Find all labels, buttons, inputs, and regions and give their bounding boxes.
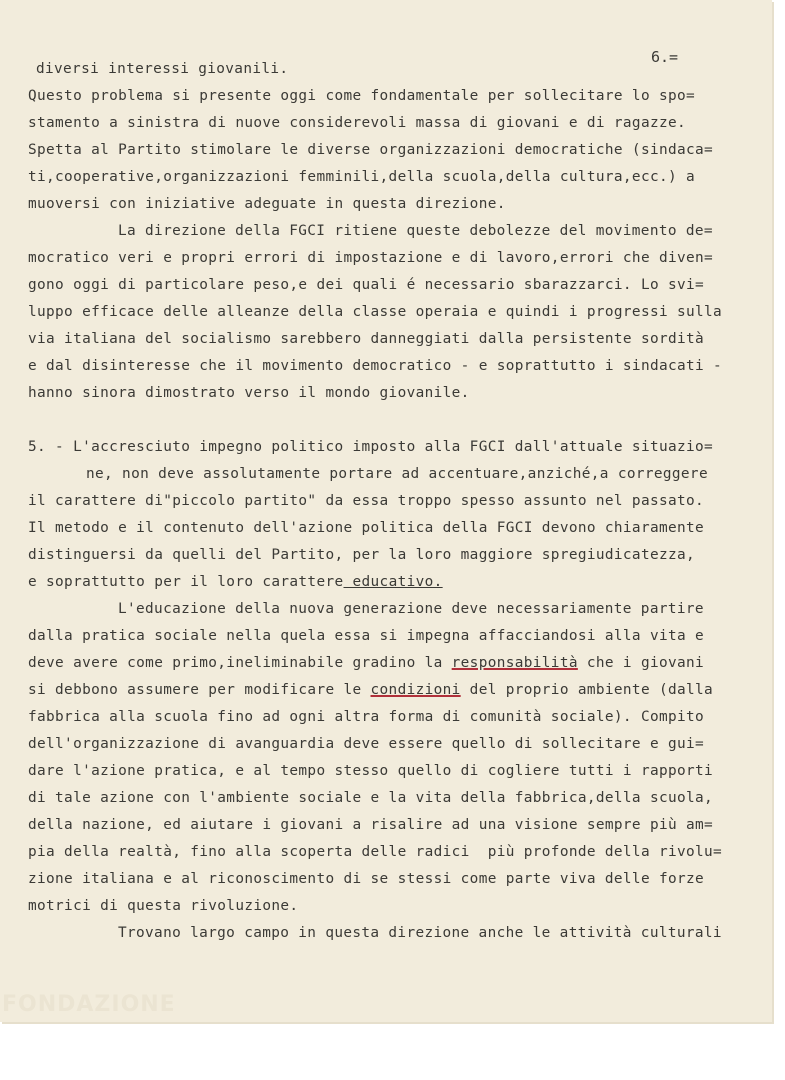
text-line: il carattere di"piccolo partito" da essa troppo spesso assunto nel passato. — [28, 493, 705, 509]
text-line: zione italiana e al riconoscimento di se stessi come parte viva delle forze — [28, 871, 705, 887]
text-line — [28, 681, 713, 699]
text-line: hanno sinora dimostrato verso il mondo giovanile. — [28, 385, 470, 401]
text-line: motrici di questa rivoluzione. — [28, 898, 299, 914]
section-5-heading-line: 5. - L'accresciuto impegno politico imposto alla FGCI dall'attuale situazio= — [28, 439, 714, 455]
underlined-word-educativo: educativo. — [343, 574, 443, 590]
watermark: FONDAZIONE — [2, 992, 176, 1017]
page-number: 6.= — [651, 48, 679, 66]
text-segment: deve avere come primo,ineliminabile gradino la — [28, 655, 443, 671]
text-line — [28, 654, 704, 672]
text-line: mocratico veri e propri errori di impostazione e di lavoro,errori che diven= — [28, 250, 714, 266]
text-line: muoversi con iniziative adeguate in questa direzione. — [28, 196, 506, 212]
text-line: ti,cooperative,organizzazioni femminili,della scuola,della cultura,ecc.) a — [28, 169, 696, 185]
text-line — [28, 573, 443, 591]
text-line: L'educazione della nuova generazione deve necessariamente partire — [118, 601, 704, 617]
underlined-word-responsabilita: responsabilità — [451, 655, 578, 671]
text-segment: si debbono assumere per modificare le — [28, 682, 362, 698]
text-line: distinguersi da quelli del Partito, per la loro maggiore spregiudicatezza, — [28, 547, 696, 563]
text-line: dell'organizzazione di avanguardia deve essere quello di sollecitare e gui= — [28, 736, 705, 752]
text-segment: e soprattutto per il loro carattere — [28, 574, 344, 590]
text-line: di tale azione con l'ambiente sociale e la vita della fabbrica,della scuola, — [28, 790, 714, 806]
text-line: Questo problema si presente oggi come fondamentale per sollecitare lo spo= — [28, 88, 696, 104]
text-line: dalla pratica sociale nella quela essa si impegna affacciandosi alla vita e — [28, 628, 705, 644]
text-line: pia della realtà, fino alla scoperta delle radici più profonde della rivolu= — [28, 844, 723, 860]
text-segment: che i giovani — [577, 655, 705, 671]
text-line: diversi interessi giovanili. — [36, 61, 289, 77]
text-line: Il metodo e il contenuto dell'azione politica della FGCI devono chiaramente — [28, 520, 705, 536]
text-line: luppo efficace delle alleanze della classe operaia e quindi i progressi sulla — [28, 304, 723, 320]
text-line: ne, non deve assolutamente portare ad accentuare,anziché,a correggere — [86, 466, 708, 482]
text-line: stamento a sinistra di nuove considerevoli massa di giovani e di ragazze. — [28, 115, 687, 131]
text-line: della nazione, ed aiutare i giovani a risalire ad una visione sempre più am= — [28, 817, 714, 833]
text-line: Trovano largo campo in questa direzione anche le attività culturali — [118, 925, 722, 941]
underlined-word-condizioni: condizioni — [370, 682, 461, 698]
text-line: La direzione della FGCI ritiene queste debolezze del movimento de= — [118, 223, 713, 239]
text-line: dare l'azione pratica, e al tempo stesso quello di cogliere tutti i rapporti — [28, 763, 714, 779]
text-line: gono oggi di particolare peso,e dei quali é necessario sbarazzarci. Lo svi= — [28, 277, 705, 293]
text-line: Spetta al Partito stimolare le diverse organizzazioni democratiche (sindaca= — [28, 142, 714, 158]
text-line: fabbrica alla scuola fino ad ogni altra forma di comunità sociale). Compito — [28, 709, 705, 725]
text-line: e dal disinteresse che il movimento democratico - e soprattutto i sindacati - — [28, 358, 723, 374]
text-line: via italiana del socialismo sarebbero danneggiati dalla persistente sordità — [28, 331, 705, 347]
text-segment: del proprio ambiente (dalla — [460, 682, 714, 698]
